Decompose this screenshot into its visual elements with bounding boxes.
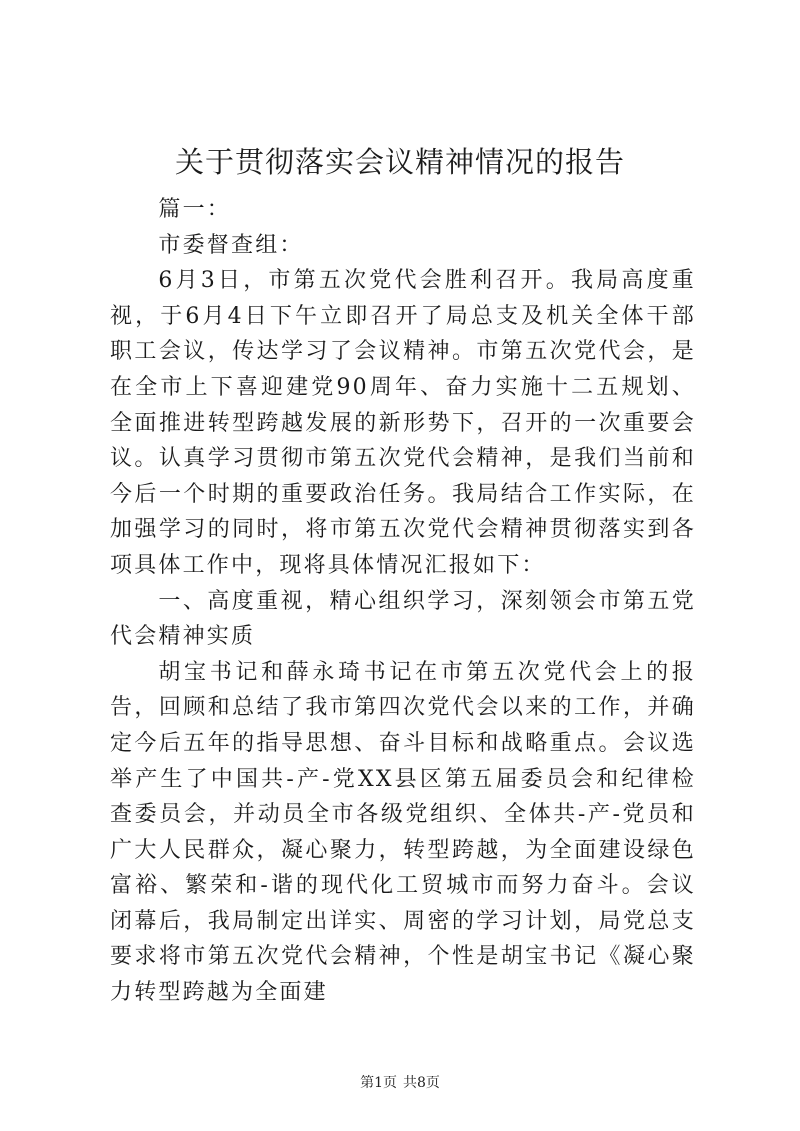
addressee: 市委督查组： bbox=[158, 232, 304, 258]
page-total: 共8页 bbox=[403, 1075, 440, 1091]
body-paragraph: 6月3日，市第五次党代会胜利召开。我局高度重视，于6月4日下午立即召开了局总支及机关全体干部职工会议，传达学习了会议精神。市第五次党代会，是在全市上下喜迎建党90周年、奋力实施十二五规划、全面推进转型跨越发展的新形势下，召开的一次重要会议。认真学习贯彻市第五次党代会精神，是我们当前和今后一个时期的重要政治任务。我局结合工作实际，在加强学习的同时，将市第五次党代会精神贯彻落实到各项具体工作中，现将具体情况汇报如下： bbox=[110, 268, 696, 578]
page-footer bbox=[0, 1073, 800, 1093]
document-body bbox=[110, 192, 696, 1011]
section-label: 篇一： bbox=[158, 197, 231, 222]
document-title: 关于贯彻落实会议精神情况的报告 bbox=[174, 145, 625, 179]
page-number: 第1页 bbox=[360, 1075, 397, 1091]
body-paragraph: 胡宝书记和薛永琦书记在市第五次党代会上的报告，回顾和总结了我市第四次党代会以来的工作，并确定今后五年的指导思想、奋斗目标和战略重点。会议选举产生了中国共-产-党XX县区第五届委员会和纪律检查委员会，并动员全市各级党组织、全体共-产-党员和广大人民群众，凝心聚力，转型跨越，为全面建设绿色富裕、繁荣和-谐的现代化工贸城市而努力奋斗。会议闭幕后，我局制定出详实、周密的学习计划，局党总支要求将市第五次党代会精神，个性是胡宝书记《凝心聚力转型跨越为全面建 bbox=[110, 659, 696, 1006]
section-heading: 一、高度重视，精心组织学习，深刻领会市第五党代会精神实质 bbox=[110, 588, 696, 650]
